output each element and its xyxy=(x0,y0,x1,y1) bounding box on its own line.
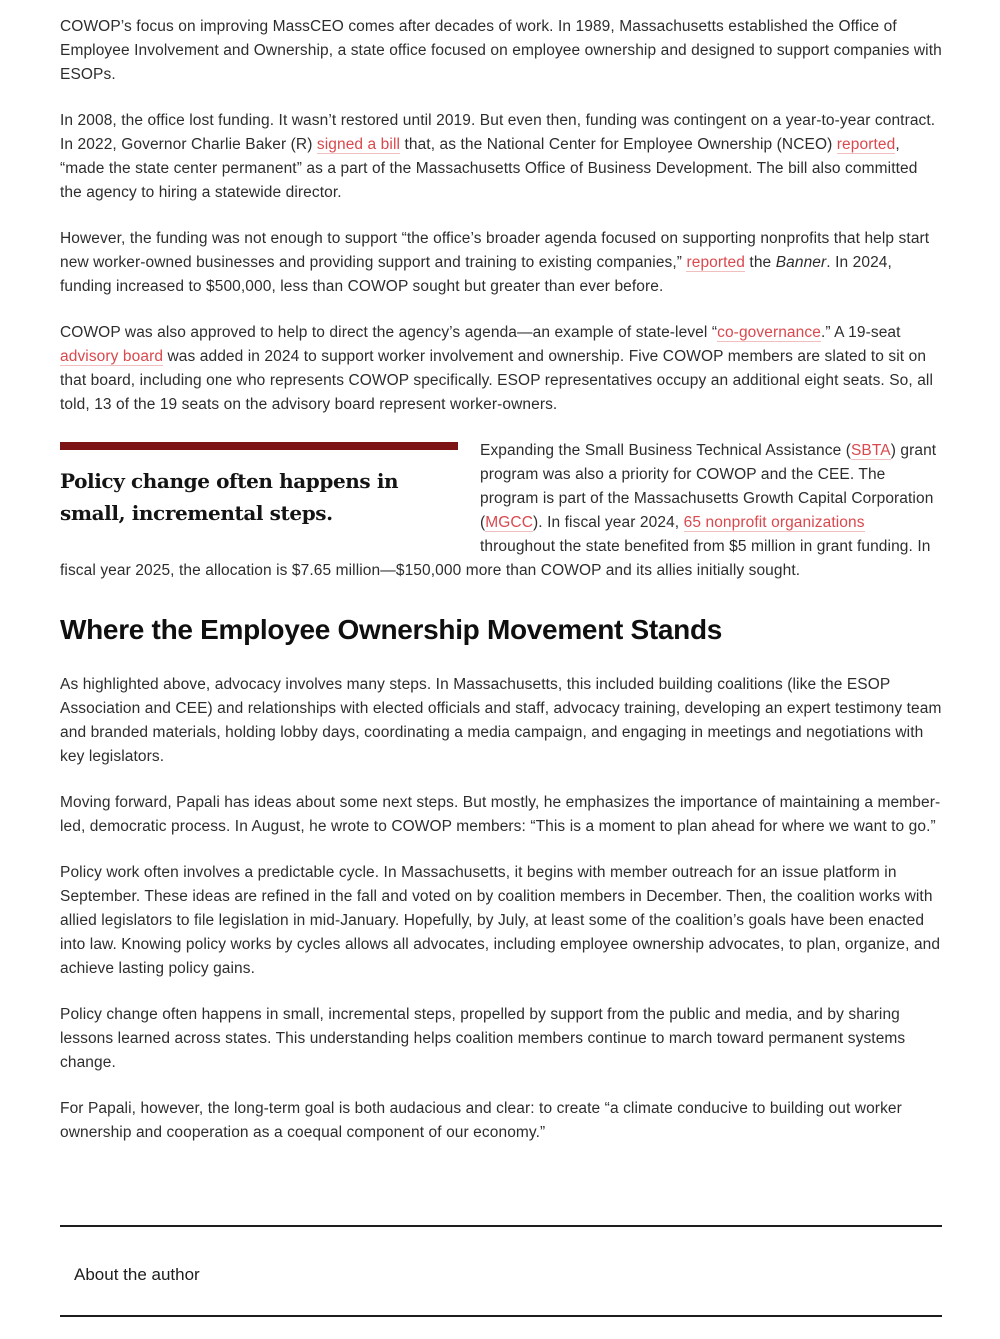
paragraph xyxy=(60,227,942,299)
text-segment: ). In fiscal year 2024, xyxy=(533,514,684,531)
paragraph xyxy=(60,791,942,839)
paragraph xyxy=(60,861,942,981)
divider-top xyxy=(60,1225,942,1227)
inline-link[interactable]: 65 nonprofit organizations xyxy=(683,514,865,531)
inline-link[interactable]: signed a bill xyxy=(316,136,401,153)
text-segment: . In 2024, funding increased to $500,000, less than COWOP sought but greater than ever before. xyxy=(60,254,892,295)
text-segment: In 2008, the office lost funding. It wasn’t restored until 2019. But even then, funding was contingent on a year-to-year contract. In 2022, Governor Charlie Baker (R) xyxy=(60,112,936,153)
text-segment: , “made the state center permanent” as a part of the Massachusetts Office of Business Development. The bill also committed the agency to hiring a statewide director. xyxy=(60,136,918,201)
text-segment: Policy change often happens in small, incremental steps, propelled by support from the public and media, and by sharing lessons learned across states. This understanding helps coalition members continue to march toward permanent systems change. xyxy=(60,1006,906,1071)
text-segment: .” A 19-seat xyxy=(820,324,901,341)
about-author-section xyxy=(60,1225,942,1317)
text-segment: the xyxy=(745,254,776,271)
paragraph xyxy=(60,321,942,417)
text-segment: that, as the National Center for Employee Ownership (NCEO) xyxy=(400,136,837,153)
text-segment: throughout the state benefited from $5 million in grant funding. In fiscal year 2025, the allocation is $7.65 million—$150,000 more than COWOP and its allies initially sought. xyxy=(60,538,931,579)
text-segment: Moving forward, Papali has ideas about some next steps. But mostly, he emphasizes the importance of maintaining a member-led, democratic process. In August, he wrote to COWOP members: “This is a moment to plan ahead for where we want to go.” xyxy=(60,794,941,835)
inline-link[interactable]: advisory board xyxy=(60,348,164,365)
inline-link[interactable]: reported xyxy=(686,254,746,271)
pullquote-text: Policy change often happens in small, incremental steps. xyxy=(60,469,399,525)
about-author-label: About the author xyxy=(74,1265,200,1284)
italic-text: Banner xyxy=(775,254,827,271)
pullquote xyxy=(60,442,458,529)
inline-link[interactable]: SBTA xyxy=(850,442,891,459)
text-segment: For Papali, however, the long-term goal is both audacious and clear: to create “a climate conducive to building out worker ownership and cooperation as a coequal component of our economy.” xyxy=(60,1100,902,1141)
text-segment: However, the funding was not enough to support “the office’s broader agenda focused on supporting nonprofits that help start new worker-owned businesses and providing support and training to existing companies,” xyxy=(60,230,930,271)
divider-bottom xyxy=(60,1315,942,1317)
text-segment: COWOP was also approved to help to direct the agency’s agenda—an example of state-level “ xyxy=(60,324,718,341)
text-segment: ) grant program was also a priority for COWOP and the CEE. The program is part of the Massachusetts Growth Capital Corporation ( xyxy=(480,442,937,531)
inline-link[interactable]: MGCC xyxy=(485,514,534,531)
inline-link[interactable]: co-governance xyxy=(717,324,821,341)
paragraph xyxy=(60,109,942,205)
text-segment: Expanding the Small Business Technical Assistance ( xyxy=(480,442,851,459)
paragraph xyxy=(60,673,942,769)
text-segment: was added in 2024 to support worker involvement and ownership. Five COWOP members are slated to sit on that board, including one who represents COWOP specifically. ESOP representatives occupy an additional eight seats. So, all told, 13 of the 19 seats on the advisory board represent worker-owners. xyxy=(60,348,934,413)
section-heading: Where the Employee Ownership Movement Stands xyxy=(60,614,723,645)
pullquote-accent-bar xyxy=(60,442,458,450)
paragraph xyxy=(60,1003,942,1075)
text-segment: As highlighted above, advocacy involves many steps. In Massachusetts, this included building coalitions (like the ESOP Association and CEE) and relationships with elected officials and staff, advocacy training, developing an expert testimony team and branded materials, holding lobby days, coordinating a media campaign, and engaging in meetings and negotiations with key legislators. xyxy=(60,676,942,765)
inline-link[interactable]: reported xyxy=(836,136,896,153)
paragraph xyxy=(60,15,942,87)
pullquote-section xyxy=(60,439,942,583)
text-segment: Policy work often involves a predictable cycle. In Massachusetts, it begins with member outreach for an issue platform in September. These ideas are refined in the fall and voted on by coalition members in December. Then, the coalition works with allied legislators to file legislation in mid-January. Hopefully, by July, at least some of the coalition’s goals have been enacted into law. Knowing policy works by cycles allows all advocates, including employee ownership advocates, to plan, organize, and achieve lasting policy gains. xyxy=(60,864,941,977)
text-segment: COWOP’s focus on improving MassCEO comes after decades of work. In 1989, Massachusetts established the Office of Employee Involvement and Ownership, a state office focused on employee ownership and designed to support companies with ESOPs. xyxy=(60,18,942,83)
paragraph xyxy=(60,1097,942,1145)
article-body xyxy=(60,15,942,1145)
